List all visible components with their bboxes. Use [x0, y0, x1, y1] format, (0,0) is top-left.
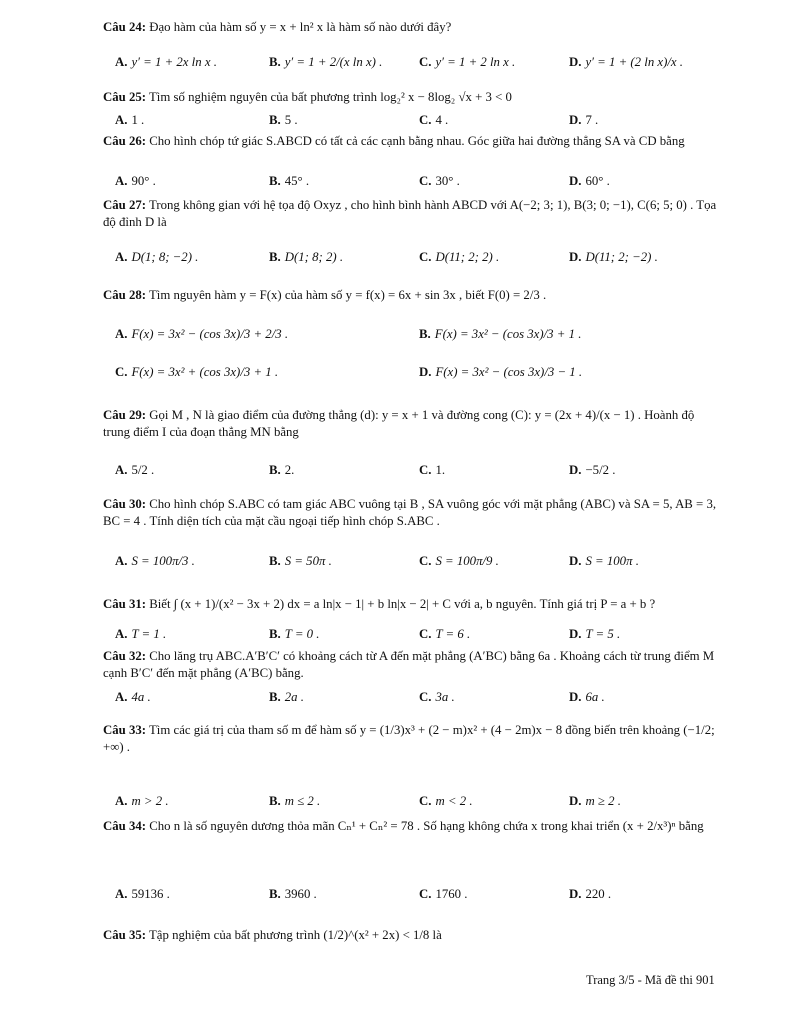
question-32 [103, 648, 723, 682]
option-c[interactable]: C. 30° . [419, 174, 460, 188]
option-b[interactable]: B. 2. [269, 463, 295, 477]
option-d[interactable]: D. 6a . [569, 690, 605, 704]
question-stem: Cho hình chóp tứ giác S.ABCD có tất cả các cạnh bằng nhau. Góc giữa hai đường thẳng SA và CD bằng [146, 134, 685, 148]
option-b[interactable]: B. m ≤ 2 . [269, 794, 321, 808]
question-label: Câu 33: [103, 723, 147, 737]
options-33 [115, 794, 715, 814]
page-footer: Trang 3/5 - Mã đề thi 901 [586, 973, 715, 987]
question-34 [103, 818, 723, 835]
question-label: Câu 29: [103, 408, 147, 422]
option-c[interactable]: C. S = 100π/9 . [419, 554, 499, 568]
option-a[interactable]: A. D(1; 8; −2) . [115, 250, 199, 264]
question-30 [103, 496, 723, 530]
question-stem: Cho n là số nguyên dương thỏa mãn Cₙ¹ + Cₙ² = 78 . Số hạng không chứa x trong khai triển (x + 2/x³)ⁿ bằng [146, 819, 704, 833]
option-b[interactable]: B. S = 50π . [269, 554, 332, 568]
question-label: Câu 28: [103, 288, 147, 302]
question-label: Câu 32: [103, 649, 147, 663]
question-stem: Tập nghiệm của bất phương trình (1/2)^(x² + 2x) < 1/8 là [146, 928, 442, 942]
option-d[interactable]: D. 7 . [569, 113, 599, 127]
option-b[interactable]: B. D(1; 8; 2) . [269, 250, 344, 264]
option-b[interactable]: B. y′ = 1 + 2/(x ln x) . [269, 55, 383, 69]
options-31 [115, 627, 715, 647]
option-d[interactable]: D. −5/2 . [569, 463, 616, 477]
question-31 [103, 596, 723, 613]
question-stem: Gọi M , N là giao điểm của đường thẳng (d): y = x + 1 và đường cong (C): y = (2x + 4)/(x − 1) . Hoành độ trung điểm I của đoạn thẳng MN bằng [103, 408, 695, 439]
option-d[interactable]: D. m ≥ 2 . [569, 794, 621, 808]
option-d[interactable]: D. S = 100π . [569, 554, 639, 568]
question-stem: Biết ∫ (x + 1)/(x² − 3x + 2) dx = a ln|x − 1| + b ln|x − 2| + C với a, b nguyên. Tính giá trị P = a + b ? [146, 597, 656, 611]
question-stem: Cho lăng trụ ABC.A′B′C′ có khoảng cách từ A đến mặt phẳng (A′BC) bằng 6a . Khoảng cách từ trung điểm M cạnh B′C′ đến mặt phẳng (A′BC) bằng. [103, 649, 715, 680]
question-25 [103, 89, 723, 106]
question-label: Câu 26: [103, 134, 147, 148]
option-a[interactable]: A. 4a . [115, 690, 151, 704]
question-27 [103, 197, 723, 231]
option-a[interactable]: A. S = 100π/3 . [115, 554, 195, 568]
question-label: Câu 34: [103, 819, 147, 833]
question-stem: Tìm nguyên hàm y = F(x) của hàm số y = f(x) = 6x + sin 3x , biết F(0) = 2/3 . [146, 288, 547, 302]
option-a[interactable]: A. 1 . [115, 113, 145, 127]
option-a[interactable]: A. y′ = 1 + 2x ln x . [115, 55, 217, 69]
option-a[interactable]: A. T = 1 . [115, 627, 167, 641]
question-stem: Tìm các giá trị của tham số m để hàm số y = (1/3)x³ + (2 − m)x² + (4 − 2m)x − 8 đồng biến trên khoảng (−1/2; +∞) . [103, 723, 715, 754]
question-stem: Tìm số nghiệm nguyên của bất phương trình log₂² x − 8log₂ √x + 3 < 0 [146, 90, 512, 104]
option-c[interactable]: C. T = 6 . [419, 627, 471, 641]
question-28 [103, 287, 723, 304]
option-a[interactable]: A. 5/2 . [115, 463, 155, 477]
options-28-row1 [115, 327, 715, 347]
option-b[interactable]: B. 3960 . [269, 887, 317, 901]
question-29 [103, 407, 723, 441]
options-30 [115, 554, 715, 574]
options-28-row2 [115, 365, 715, 385]
options-26 [115, 174, 715, 194]
question-26 [103, 133, 723, 150]
option-a[interactable]: A. 90° . [115, 174, 156, 188]
options-32 [115, 690, 715, 710]
option-d[interactable]: D. D(11; 2; −2) . [569, 250, 658, 264]
option-b[interactable]: B. F(x) = 3x² − (cos 3x)/3 + 1 . [419, 327, 582, 341]
option-b[interactable]: B. 2a . [269, 690, 304, 704]
option-b[interactable]: B. 45° . [269, 174, 310, 188]
question-label: Câu 25: [103, 90, 147, 104]
option-c[interactable]: C. 3a . [419, 690, 455, 704]
option-c[interactable]: C. 1. [419, 463, 446, 477]
option-c[interactable]: C. y′ = 1 + 2 ln x . [419, 55, 516, 69]
options-24 [115, 55, 715, 75]
option-d[interactable]: D. 60° . [569, 174, 610, 188]
option-a[interactable]: A. F(x) = 3x² − (cos 3x)/3 + 2/3 . [115, 327, 289, 341]
options-34 [115, 887, 715, 907]
option-d[interactable]: D. y′ = 1 + (2 ln x)/x . [569, 55, 683, 69]
question-24 [103, 19, 723, 36]
question-label: Câu 30: [103, 497, 147, 511]
question-label: Câu 27: [103, 198, 147, 212]
option-a[interactable]: A. m > 2 . [115, 794, 169, 808]
question-stem: Cho hình chóp S.ABC có tam giác ABC vuông tại B , SA vuông góc với mặt phẳng (ABC) và SA = 5, AB = 3, BC = 4 . Tính diện tích của mặt cầu ngoại tiếp hình chóp S.ABC . [103, 497, 717, 528]
option-c[interactable]: C. 1760 . [419, 887, 468, 901]
question-stem: Đạo hàm của hàm số y = x + ln² x là hàm số nào dưới đây? [146, 20, 452, 34]
options-25 [115, 113, 715, 133]
option-c[interactable]: C. F(x) = 3x² + (cos 3x)/3 + 1 . [115, 365, 279, 379]
option-d[interactable]: D. T = 5 . [569, 627, 621, 641]
options-29 [115, 463, 715, 483]
option-d[interactable]: D. F(x) = 3x² − (cos 3x)/3 − 1 . [419, 365, 583, 379]
question-33 [103, 722, 723, 756]
question-label: Câu 31: [103, 597, 147, 611]
option-a[interactable]: A. 59136 . [115, 887, 170, 901]
options-27 [115, 250, 715, 270]
question-label: Câu 35: [103, 928, 147, 942]
question-label: Câu 24: [103, 20, 147, 34]
question-35 [103, 927, 723, 944]
option-d[interactable]: D. 220 . [569, 887, 612, 901]
option-b[interactable]: B. T = 0 . [269, 627, 320, 641]
option-c[interactable]: C. m < 2 . [419, 794, 473, 808]
option-b[interactable]: B. 5 . [269, 113, 298, 127]
option-c[interactable]: C. 4 . [419, 113, 449, 127]
option-c[interactable]: C. D(11; 2; 2) . [419, 250, 500, 264]
question-stem: Trong không gian với hệ tọa độ Oxyz , cho hình bình hành ABCD với A(−2; 3; 1), B(3; 0; −1), C(6; 5; 0) . Tọa độ đỉnh D là [103, 198, 717, 229]
